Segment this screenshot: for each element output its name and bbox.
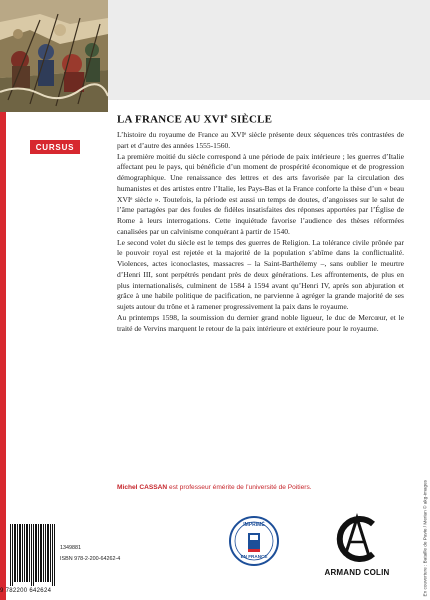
product-code: 1349881 — [60, 545, 81, 551]
blurb — [117, 130, 404, 334]
publisher-name: ARMAND COLIN — [324, 568, 390, 577]
barcode-number: 9 782200 642624 — [0, 588, 52, 594]
author-name: Michel CASSAN — [117, 484, 168, 491]
blurb-paragraph: Au printemps 1598, la soumission du dernier grand noble ligueur, le duc de Mercœur, et le traité de Vervins marquent le retour de la paix intérieure et extérieure pour le royaume. — [117, 312, 404, 333]
cover-credit: En couverture : Bataille de Pavie / Merian © akg-images — [422, 479, 428, 597]
barcode-icon — [8, 524, 56, 586]
blurb-paragraph: L’histoire du royaume de France au XVIᵉ siècle présente deux séquences très contrastées de part et d’autre des années 1555-1560. — [117, 130, 404, 150]
book-title: LA FRANCE AU XVIe SIÈCLE — [117, 112, 273, 126]
printed-in-france-badge — [228, 515, 280, 567]
author-description: est professeur émérite de l’université de Poitiers. — [167, 484, 312, 491]
header-band — [108, 0, 430, 100]
accent-strip — [0, 112, 6, 600]
isbn: ISBN 978-2-200-64262-4 — [60, 556, 121, 562]
blurb-paragraph: La première moitié du siècle correspond à une période de paix intérieure ; les guerres d’Italie affectant peu le pays, qui bénéficie d’un moment de prospérité économique et de progression démographique. Une renaissance des lettres et des arts favorisée par la circulation des humanistes et des artistes entre l’Italie, les Pays-Bas et la France conforte la thèse d’un « beau XVIᵉ siècle ». Toutefois, la période est aussi un temps de doutes, d’angoisses sur le salut de l’âme partagées par des foules de fidèles insatisfaites des réponses apportées par l’Église de Rome à leurs interrogations. Cette inquiétude favorise l’audience des thèses réformées canalisées par un calvinisme conquérant à partir de 1540. — [117, 151, 404, 236]
battle-illustration — [0, 0, 108, 112]
badge-bottom-text: EN FRANCE — [240, 554, 268, 559]
series-tab: CURSUS — [30, 140, 80, 154]
armand-colin-logo-icon — [333, 512, 381, 564]
badge-top-text: IMPRIMÉ — [243, 522, 265, 528]
blurb-paragraph: Le second volet du siècle est le temps des guerres de Religion. La tolérance civile prônée par le pouvoir royal est rejetée et la majorité de la population s’abîme dans la conflictualité. Violences, actes iconoclastes, massacres – la Saint-Barthélemy –, sans oublier le meurtre d’Henri III, sont perpétrés pendant près de deux générations. Les affrontements, de plus en plus internationalisés, culminent de 1584 à 1594 avant qu’Henri IV, après son abjuration et grâce à une habile politique de pacification, ne parvienne à agréger la grande majorité de ses sujets autour du trône et à ramener progressivement la paix dans le royaume. — [117, 237, 404, 311]
author-line — [117, 484, 407, 491]
